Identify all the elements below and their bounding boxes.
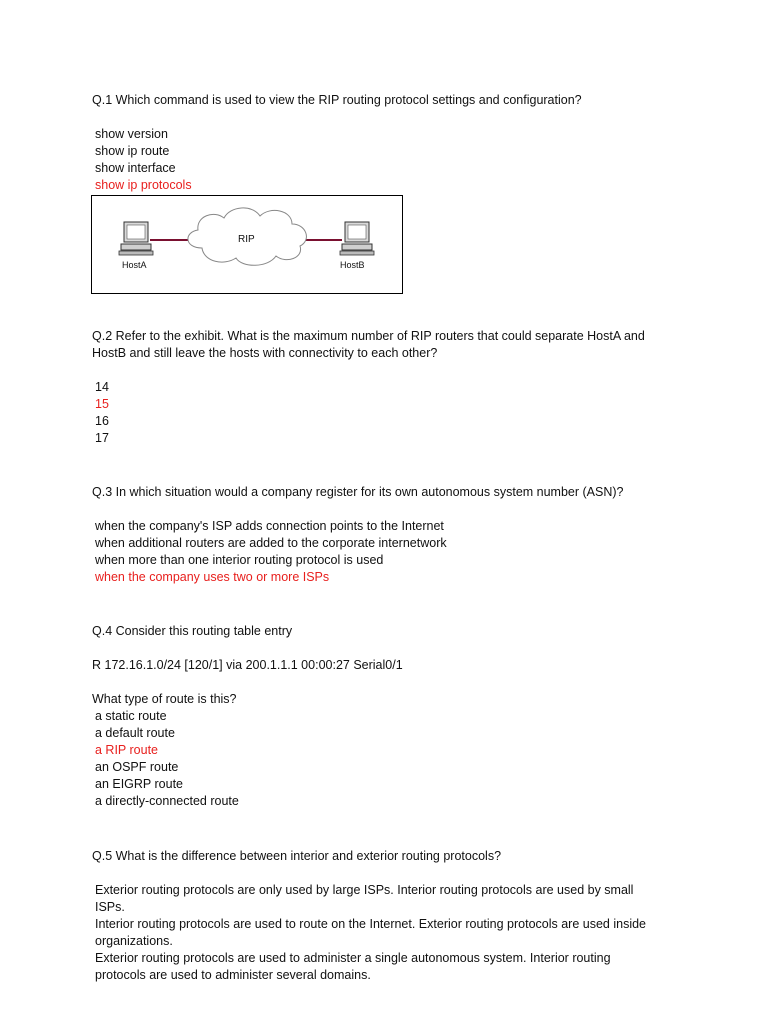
question-4-prompt: What type of route is this? xyxy=(92,692,237,706)
question-5-text: Q.5 What is the difference between interior and exterior routing protocols? xyxy=(92,849,502,863)
q1-option-2: show ip route xyxy=(95,144,170,158)
q3-option-1: when the company's ISP adds connection points to the Internet xyxy=(95,519,444,533)
q3-option-4-answer: when the company uses two or more ISPs xyxy=(95,570,330,584)
q3-option-3: when more than one interior routing protocol is used xyxy=(95,553,384,567)
q5-option-2: Interior routing protocols are used to route on the Internet. Exterior routing protocols are used inside organizations. xyxy=(95,917,647,948)
network-diagram xyxy=(92,196,402,293)
q1-option-4-answer: show ip protocols xyxy=(95,178,192,192)
cloud-label: RIP xyxy=(238,234,255,245)
host-b-label: HostB xyxy=(340,260,365,270)
question-2-text: Q.2 Refer to the exhibit. What is the maximum number of RIP routers that could separate HostA and HostB and still leave the hosts with connectivity to each other? xyxy=(92,329,645,360)
host-b-computer-icon xyxy=(340,222,374,255)
q2-option-3: 16 xyxy=(95,414,109,428)
q2-option-2-answer: 15 xyxy=(95,397,109,411)
q4-option-4: an OSPF route xyxy=(95,760,179,774)
q5-option-1: Exterior routing protocols are only used by large ISPs. Interior routing protocols are used by small ISPs. xyxy=(95,883,634,914)
q1-option-1: show version xyxy=(95,127,168,141)
q2-option-4: 17 xyxy=(95,431,109,445)
q4-option-3-answer: a RIP route xyxy=(95,743,159,757)
q4-option-5: an EIGRP route xyxy=(95,777,184,791)
q5-option-3: Exterior routing protocols are used to administer a single autonomous system. Interior routing protocols are used to administer several domains. xyxy=(95,951,611,982)
question-2 xyxy=(92,328,682,447)
q3-option-2: when additional routers are added to the corporate internetwork xyxy=(95,536,447,550)
question-4-text: Q.4 Consider this routing table entry xyxy=(92,624,293,638)
q1-option-3: show interface xyxy=(95,161,176,175)
question-4 xyxy=(92,623,682,810)
q4-option-6: a directly-connected route xyxy=(95,794,239,808)
q2-option-1: 14 xyxy=(95,380,109,394)
question-3 xyxy=(92,484,682,586)
question-1-text: Q.1 Which command is used to view the RIP routing protocol settings and configuration? xyxy=(92,93,582,107)
host-a-label: HostA xyxy=(122,260,147,270)
q4-option-2: a default route xyxy=(95,726,175,740)
question-5 xyxy=(92,848,652,984)
exhibit-diagram xyxy=(91,195,403,294)
question-3-text: Q.3 In which situation would a company register for its own autonomous system number (ASN)? xyxy=(92,485,624,499)
routing-table-entry: R 172.16.1.0/24 [120/1] via 200.1.1.1 00:00:27 Serial0/1 xyxy=(92,658,403,672)
question-1 xyxy=(92,92,682,194)
host-a-computer-icon xyxy=(119,222,153,255)
q4-option-1: a static route xyxy=(95,709,167,723)
